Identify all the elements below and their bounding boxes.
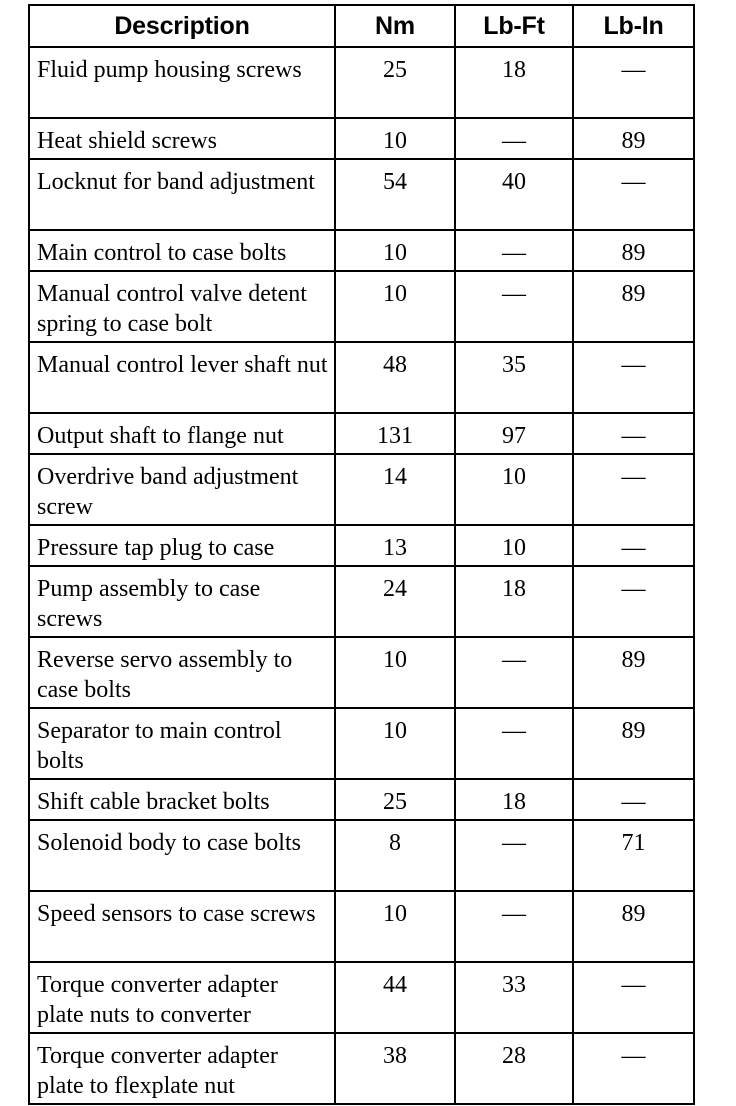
row-nm: 10 xyxy=(335,637,455,708)
row-nm: 25 xyxy=(335,779,455,820)
table-row xyxy=(29,637,694,708)
table-header-row xyxy=(29,5,694,47)
row-lb-ft: 18 xyxy=(455,47,573,118)
row-description: Heat shield screws xyxy=(29,118,335,159)
row-lb-in: — xyxy=(573,47,694,118)
table-row xyxy=(29,342,694,413)
row-lb-in: — xyxy=(573,1033,694,1104)
table-row xyxy=(29,159,694,230)
row-lb-ft: 10 xyxy=(455,525,573,566)
row-description: Torque converter adapter plate to flexplate nut xyxy=(29,1033,335,1104)
row-nm: 44 xyxy=(335,962,455,1033)
row-nm: 54 xyxy=(335,159,455,230)
row-description: Main control to case bolts xyxy=(29,230,335,271)
row-lb-in: — xyxy=(573,413,694,454)
row-nm: 48 xyxy=(335,342,455,413)
row-description: Solenoid body to case bolts xyxy=(29,820,335,891)
row-nm: 10 xyxy=(335,708,455,779)
table-row xyxy=(29,1033,694,1104)
row-nm: 38 xyxy=(335,1033,455,1104)
row-lb-in: 89 xyxy=(573,708,694,779)
row-lb-in: — xyxy=(573,566,694,637)
row-nm: 10 xyxy=(335,230,455,271)
torque-specifications-table xyxy=(28,4,695,1105)
table-row xyxy=(29,566,694,637)
row-nm: 10 xyxy=(335,118,455,159)
row-lb-ft: 18 xyxy=(455,779,573,820)
row-description: Pump assembly to case screws xyxy=(29,566,335,637)
row-description: Locknut for band adjustment xyxy=(29,159,335,230)
row-description: Manual control lever shaft nut xyxy=(29,342,335,413)
header-lb-in: Lb-In xyxy=(573,5,694,47)
row-description: Pressure tap plug to case xyxy=(29,525,335,566)
row-lb-in: — xyxy=(573,454,694,525)
row-lb-ft: 97 xyxy=(455,413,573,454)
row-description: Separator to main control bolts xyxy=(29,708,335,779)
row-lb-ft: — xyxy=(455,891,573,962)
row-lb-in: — xyxy=(573,962,694,1033)
table-row xyxy=(29,47,694,118)
row-nm: 14 xyxy=(335,454,455,525)
table-row xyxy=(29,962,694,1033)
row-nm: 10 xyxy=(335,271,455,342)
header-lb-ft: Lb-Ft xyxy=(455,5,573,47)
row-lb-in: — xyxy=(573,525,694,566)
row-description: Speed sensors to case screws xyxy=(29,891,335,962)
row-lb-in: 89 xyxy=(573,891,694,962)
row-lb-ft: — xyxy=(455,118,573,159)
row-lb-ft: 40 xyxy=(455,159,573,230)
row-nm: 8 xyxy=(335,820,455,891)
row-description: Manual control valve detent spring to case bolt xyxy=(29,271,335,342)
row-nm: 24 xyxy=(335,566,455,637)
row-lb-ft: 33 xyxy=(455,962,573,1033)
table-row xyxy=(29,708,694,779)
row-lb-in: 89 xyxy=(573,230,694,271)
row-lb-ft: 10 xyxy=(455,454,573,525)
row-lb-ft: — xyxy=(455,637,573,708)
row-lb-ft: 28 xyxy=(455,1033,573,1104)
row-description: Fluid pump housing screws xyxy=(29,47,335,118)
row-description: Overdrive band adjustment screw xyxy=(29,454,335,525)
table-row xyxy=(29,779,694,820)
row-lb-in: — xyxy=(573,159,694,230)
table-row xyxy=(29,271,694,342)
row-nm: 13 xyxy=(335,525,455,566)
table-row xyxy=(29,454,694,525)
table-row xyxy=(29,891,694,962)
row-lb-ft: — xyxy=(455,230,573,271)
row-lb-in: 89 xyxy=(573,271,694,342)
table-row xyxy=(29,820,694,891)
row-lb-in: — xyxy=(573,779,694,820)
table-row xyxy=(29,230,694,271)
row-lb-in: 71 xyxy=(573,820,694,891)
row-lb-in: — xyxy=(573,342,694,413)
row-lb-in: 89 xyxy=(573,118,694,159)
table-row xyxy=(29,525,694,566)
row-lb-ft: — xyxy=(455,820,573,891)
row-description: Torque converter adapter plate nuts to converter xyxy=(29,962,335,1033)
row-description: Reverse servo assembly to case bolts xyxy=(29,637,335,708)
row-nm: 131 xyxy=(335,413,455,454)
row-nm: 10 xyxy=(335,891,455,962)
row-lb-in: 89 xyxy=(573,637,694,708)
row-lb-ft: — xyxy=(455,271,573,342)
row-lb-ft: 18 xyxy=(455,566,573,637)
row-description: Shift cable bracket bolts xyxy=(29,779,335,820)
header-description: Description xyxy=(29,5,335,47)
table-row xyxy=(29,118,694,159)
table-row xyxy=(29,413,694,454)
row-nm: 25 xyxy=(335,47,455,118)
row-description: Output shaft to flange nut xyxy=(29,413,335,454)
row-lb-ft: — xyxy=(455,708,573,779)
row-lb-ft: 35 xyxy=(455,342,573,413)
header-nm: Nm xyxy=(335,5,455,47)
